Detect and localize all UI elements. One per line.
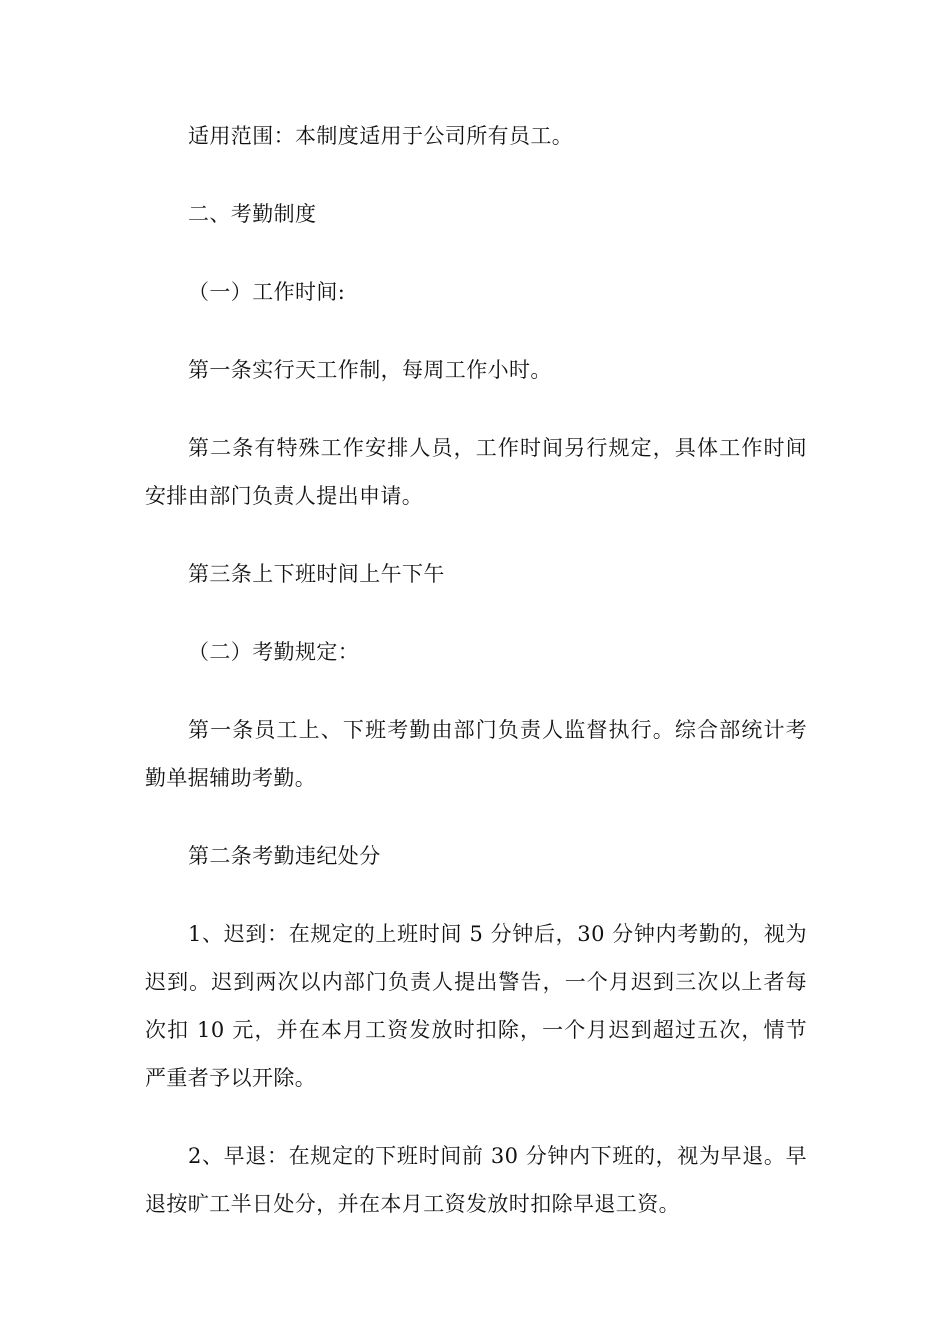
paragraph-late-arrival: 1、迟到：在规定的上班时间 5 分钟后，30 分钟内考勤的，视为迟到。迟到两次以内部门负责人提出警告，一个月迟到三次以上者每次扣 10 元，并在本月工资发放时扣除，一个月迟到超过五次，情节严重者予以开除。 — [145, 922, 807, 1090]
paragraph-early-leave: 2、早退：在规定的下班时间前 30 分钟内下班的，视为早退。早退按旷工半日处分，并在本月工资发放时扣除早退工资。 — [145, 1144, 807, 1216]
paragraph-article-1: 第一条实行天工作制，每周工作小时。 — [188, 358, 552, 382]
section-heading-attendance: 二、考勤制度 — [188, 202, 317, 226]
subsection-heading-work-time: （一）工作时间: — [188, 280, 346, 304]
subsection-heading-attendance-rules: （二）考勤规定： — [188, 640, 360, 664]
paragraph-article-3: 第三条上下班时间上午下午 — [188, 562, 445, 586]
paragraph-scope: 适用范围：本制度适用于公司所有员工。 — [188, 124, 574, 148]
paragraph-article-2: 第二条有特殊工作安排人员，工作时间另行规定，具体工作时间安排由部门负责人提出申请。 — [145, 436, 807, 508]
paragraph-rule-1: 第一条员工上、下班考勤由部门负责人监督执行。综合部统计考勤单据辅助考勤。 — [145, 718, 807, 790]
document-body — [145, 112, 807, 1228]
paragraph-rule-2: 第二条考勤违纪处分 — [188, 844, 381, 868]
